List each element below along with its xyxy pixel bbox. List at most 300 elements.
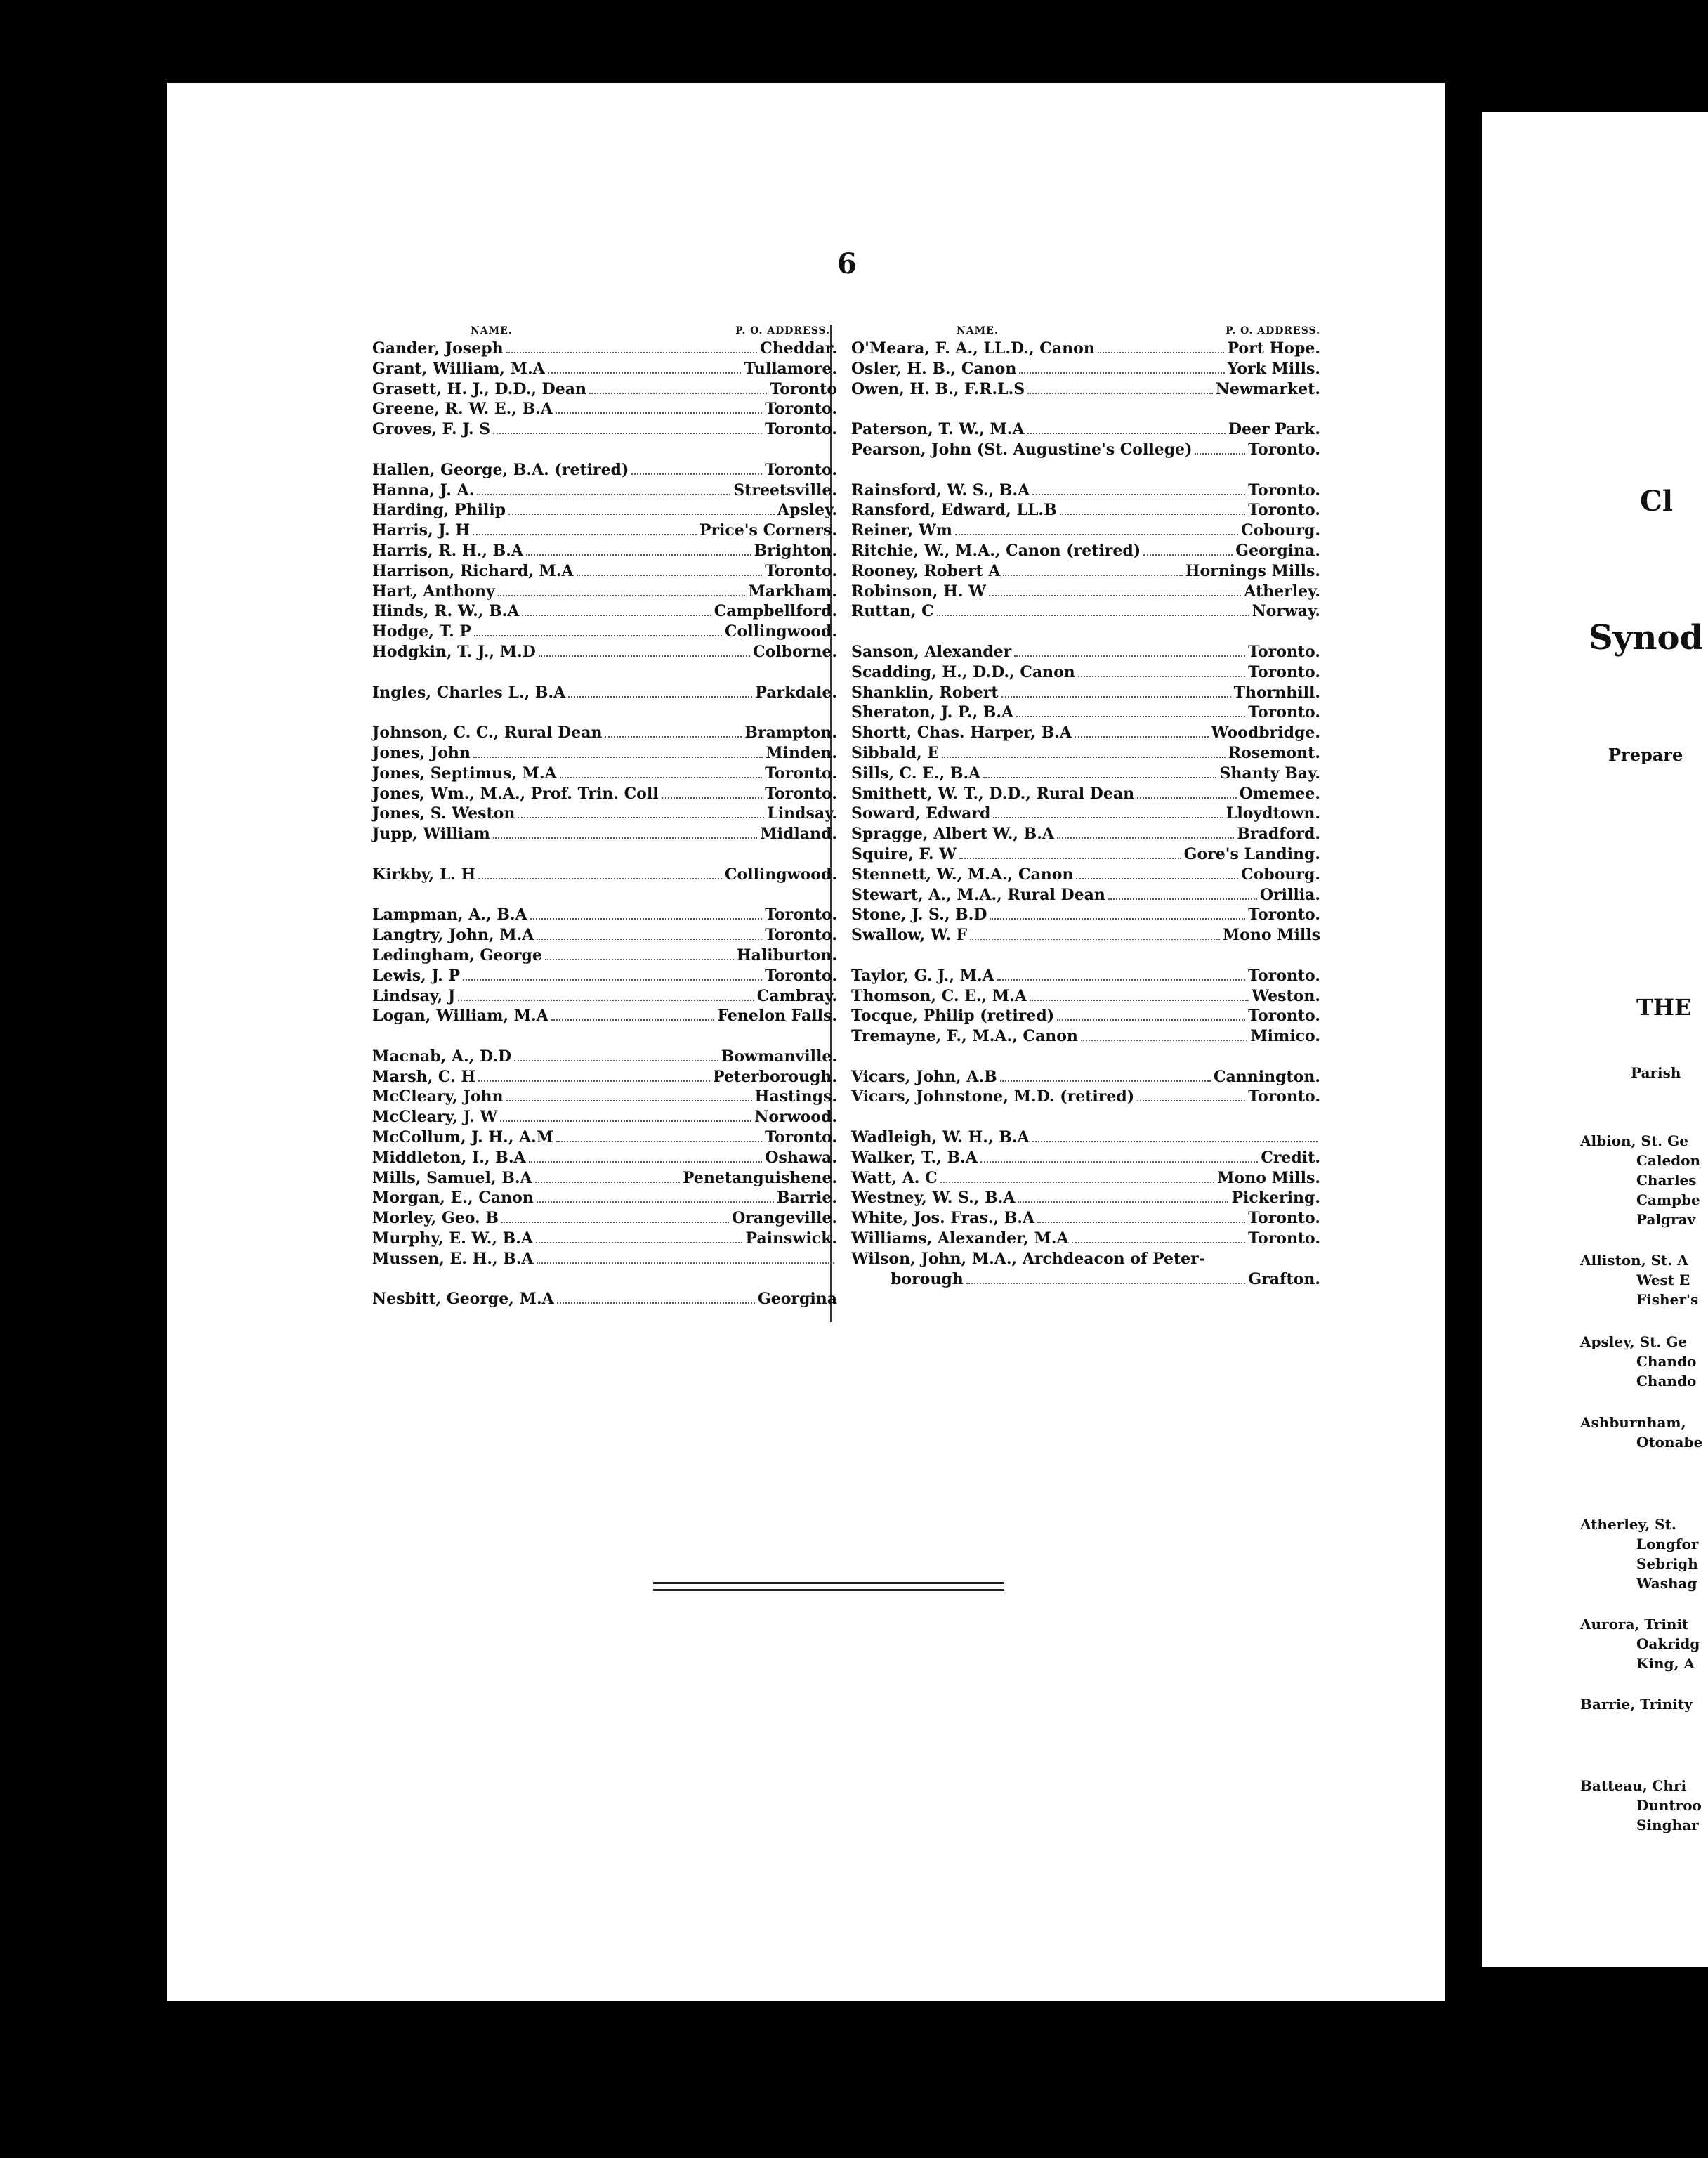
post-office-address: York Mills. <box>1227 359 1320 378</box>
facing-page-fragment: Ashburnham, <box>1580 1414 1686 1431</box>
leader-dots <box>993 817 1223 818</box>
leader-dots <box>1001 696 1231 698</box>
leader-dots <box>518 817 764 818</box>
post-office-address: Mono Mills. <box>1217 1168 1320 1187</box>
clergy-name: Hodge, T. P <box>372 622 471 641</box>
leader-dots <box>493 837 757 839</box>
clergy-name: Hodgkin, T. J., M.D <box>372 642 536 661</box>
clergy-name: Vicars, John, A.B <box>851 1067 997 1086</box>
clergy-name: Thomson, C. E., M.A <box>851 986 1027 1005</box>
facing-page-fragment: Chando <box>1636 1373 1697 1389</box>
facing-page-fragment: Campbe <box>1636 1191 1700 1208</box>
post-office-address: Credit. <box>1261 1148 1320 1167</box>
leader-dots <box>997 979 1245 981</box>
section-gap <box>851 946 1320 966</box>
section-gap <box>372 885 837 905</box>
clergy-entry <box>851 683 1320 703</box>
clergy-entry <box>372 622 837 642</box>
leader-dots <box>1057 837 1234 839</box>
clergy-entry <box>851 480 1320 501</box>
clergy-name: Vicars, Johnstone, M.D. (retired) <box>851 1087 1135 1106</box>
clergy-entry <box>372 824 837 844</box>
clergy-entry <box>372 1047 837 1067</box>
post-office-address: Peterborough. <box>712 1067 837 1086</box>
leader-dots <box>478 878 722 879</box>
clergy-entry <box>372 1148 837 1168</box>
leader-dots <box>966 1283 1246 1284</box>
clergy-entry <box>372 1087 837 1107</box>
clergy-name: Paterson, T. W., M.A <box>851 420 1025 439</box>
leader-dots <box>530 918 763 920</box>
leader-dots <box>551 1019 715 1021</box>
post-office-address: Campbellford. <box>714 602 837 621</box>
section-gap <box>372 1269 837 1290</box>
post-office-address: Weston. <box>1252 986 1320 1005</box>
clergy-entry <box>372 865 837 885</box>
post-office-address: Deer Park. <box>1228 420 1320 439</box>
clergy-entry <box>372 582 837 602</box>
facing-page-fragment: Caledon <box>1636 1152 1701 1169</box>
leader-dots <box>556 412 762 414</box>
clergy-entry <box>851 1087 1320 1107</box>
leader-dots <box>989 595 1241 596</box>
leader-dots <box>501 1222 729 1223</box>
clergy-name: Ingles, Charles L., B.A <box>372 683 566 702</box>
clergy-name: Sills, C. E., B.A <box>851 764 981 783</box>
post-office-address: Fenelon Falls. <box>717 1007 837 1026</box>
clergy-entry <box>372 946 837 966</box>
post-office-address: Pickering. <box>1231 1189 1320 1208</box>
clergy-name: Ransford, Edward, LL.B <box>851 501 1057 520</box>
post-office-address: Minden. <box>766 743 837 762</box>
clergy-entry <box>851 986 1320 1007</box>
leader-dots <box>1030 1000 1249 1001</box>
section-gap <box>851 1047 1320 1067</box>
clergy-name: Stone, J. S., B.D <box>851 905 987 924</box>
post-office-address: Hornings Mills. <box>1185 561 1320 580</box>
facing-page-fragment: Palgrav <box>1636 1211 1696 1228</box>
clergy-name: Grasett, H. J., D.D., Dean <box>372 379 586 398</box>
post-office-address: Shanty Bay. <box>1219 764 1320 783</box>
post-office-address: Lloydtown. <box>1226 804 1320 823</box>
facing-page-fragment: Parish <box>1631 1064 1681 1081</box>
leader-dots <box>522 615 711 616</box>
leader-dots <box>983 777 1216 778</box>
header-address: P. O. ADDRESS. <box>1226 325 1320 336</box>
clergy-name: Ruttan, C <box>851 602 934 621</box>
clergy-entry <box>372 743 837 764</box>
clergy-name: McCollum, J. H., A.M <box>372 1128 554 1147</box>
clergy-entry <box>372 723 837 743</box>
section-gap <box>851 1107 1320 1127</box>
clergy-name: Robinson, H. W <box>851 582 986 601</box>
column-header <box>851 323 1320 339</box>
post-office-address: Toronto. <box>1248 1087 1320 1106</box>
clergy-entry <box>372 359 837 379</box>
clergy-entry <box>372 1168 837 1189</box>
post-office-address: Toronto. <box>765 561 837 580</box>
clergy-entry <box>372 601 837 622</box>
clergy-name: Taylor, G. J., M.A <box>851 966 994 985</box>
leader-dots <box>1003 575 1182 576</box>
clergy-name: Sanson, Alexander <box>851 642 1012 661</box>
post-office-address: Oshawa. <box>765 1148 837 1167</box>
leader-dots <box>529 1161 763 1163</box>
right-column <box>851 323 1320 1289</box>
leader-dots <box>1027 433 1226 434</box>
leader-dots <box>589 393 767 394</box>
clergy-entry <box>851 1229 1320 1249</box>
clergy-name: Hinds, R. W., B.A <box>372 602 520 621</box>
clergy-name: Macnab, A., D.D <box>372 1047 512 1066</box>
post-office-address: Cheddar. <box>760 339 837 358</box>
leader-dots <box>537 1201 774 1203</box>
clergy-entry <box>372 379 837 400</box>
leader-dots <box>498 595 746 596</box>
clergy-name: Squire, F. W <box>851 844 957 863</box>
leader-dots <box>1037 1222 1245 1223</box>
section-gap <box>372 662 837 683</box>
clergy-name: Marsh, C. H <box>372 1067 476 1086</box>
clergy-entry <box>851 440 1320 460</box>
leader-dots <box>959 858 1181 859</box>
post-office-address: Collingwood. <box>725 865 837 884</box>
header-name: NAME. <box>471 325 513 336</box>
leader-dots <box>1027 393 1213 394</box>
facing-page-fragment: Washag <box>1636 1575 1697 1592</box>
clergy-entry <box>851 541 1320 561</box>
post-office-address: Markham. <box>748 582 837 601</box>
double-rule-top <box>653 1582 1004 1584</box>
double-rule-bottom <box>653 1589 1004 1591</box>
post-office-address: Norway. <box>1252 602 1320 621</box>
post-office-address: Brighton. <box>754 541 837 560</box>
leader-dots <box>662 797 763 799</box>
post-office-address: Colborne. <box>753 642 837 661</box>
post-office-address: Toronto. <box>765 764 837 783</box>
facing-page-fragment: Otonabe <box>1636 1434 1703 1451</box>
clergy-entry <box>851 764 1320 784</box>
leader-dots <box>557 1302 755 1304</box>
clergy-entry <box>372 419 837 440</box>
leader-dots <box>1072 1242 1246 1243</box>
facing-page-fragment: Longfor <box>1636 1536 1699 1552</box>
clergy-entry <box>851 844 1320 865</box>
leader-dots <box>1078 676 1245 677</box>
clergy-name: Jupp, William <box>372 825 490 844</box>
facing-page-fragment: Albion, St. Ge <box>1580 1132 1688 1149</box>
clergy-entry <box>372 986 837 1007</box>
leader-dots <box>1075 736 1209 738</box>
post-office-address: Thornhill. <box>1233 683 1320 702</box>
clergy-entry <box>372 804 837 824</box>
clergy-name: Swallow, W. F <box>851 926 968 945</box>
post-office-address: Lindsay. <box>767 804 837 823</box>
post-office-address: Mono Mills <box>1222 926 1320 945</box>
post-office-address: Toronto. <box>1248 1229 1320 1248</box>
facing-page-fragment: West E <box>1636 1271 1690 1288</box>
clergy-name: Middleton, I., B.A <box>372 1148 526 1167</box>
leader-dots <box>514 1060 718 1061</box>
clergy-entry <box>851 1269 1320 1290</box>
header-address: P. O. ADDRESS. <box>735 325 830 336</box>
clergy-name: Harrison, Richard, M.A <box>372 561 574 580</box>
clergy-entry <box>851 1249 1320 1269</box>
post-office-address: Norwood. <box>754 1108 837 1127</box>
post-office-address: Toronto <box>770 379 837 398</box>
post-office-address: Gore's Landing. <box>1183 844 1320 863</box>
clergy-entry <box>372 925 837 946</box>
post-office-address: Collingwood. <box>725 622 837 641</box>
leader-dots <box>1060 514 1245 515</box>
post-office-address: Toronto. <box>765 400 837 419</box>
leader-dots <box>1000 1080 1211 1082</box>
right-page <box>1482 112 1708 1967</box>
clergy-entry <box>851 1208 1320 1229</box>
clergy-name: Morley, Geo. B <box>372 1209 499 1228</box>
leader-dots <box>940 1182 1215 1183</box>
clergy-entry <box>851 925 1320 946</box>
leader-dots <box>990 918 1245 920</box>
facing-page-fragment: Fisher's <box>1636 1291 1699 1308</box>
clergy-entry <box>851 642 1320 662</box>
right-page-text <box>1482 112 1708 1967</box>
post-office-address: Cobourg. <box>1241 521 1320 540</box>
clergy-entry <box>372 561 837 582</box>
post-office-address: Rosemont. <box>1228 743 1320 762</box>
clergy-entry <box>851 561 1320 582</box>
column-header <box>372 323 837 339</box>
clergy-entry <box>851 500 1320 521</box>
facing-page-fragment: Singhar <box>1636 1817 1699 1833</box>
clergy-entry <box>372 683 837 703</box>
header-name: NAME. <box>957 325 999 336</box>
leader-dots <box>477 494 730 495</box>
facing-page-fragment: Alliston, St. A <box>1580 1252 1688 1269</box>
clergy-name: Jones, Wm., M.A., Prof. Trin. Coll <box>372 784 659 803</box>
leader-dots <box>478 1080 710 1082</box>
leader-dots <box>493 433 762 434</box>
clergy-name: Smithett, W. T., D.D., Rural Dean <box>851 784 1135 803</box>
leader-dots <box>508 514 775 515</box>
clergy-name: Sheraton, J. P., B.A <box>851 703 1014 722</box>
clergy-entry <box>372 1208 837 1229</box>
leader-dots <box>1076 878 1238 879</box>
post-office-address: Cobourg. <box>1241 865 1320 884</box>
clergy-name: McCleary, John <box>372 1087 504 1106</box>
facing-page-fragment: Prepare <box>1608 745 1683 765</box>
post-office-address: Newmarket. <box>1215 379 1320 398</box>
leader-dots <box>463 979 762 981</box>
leader-dots <box>568 696 752 698</box>
post-office-address: Barrie. <box>776 1189 837 1208</box>
clergy-entry <box>372 1229 837 1249</box>
post-office-address: Orangeville. <box>732 1209 837 1228</box>
clergy-entry <box>851 1127 1320 1148</box>
post-office-address: Toronto. <box>1248 703 1320 722</box>
post-office-address: Toronto. <box>1248 642 1320 661</box>
leader-dots <box>537 1262 834 1264</box>
post-office-address: Toronto. <box>1248 480 1320 499</box>
post-office-address: Toronto. <box>1248 1209 1320 1228</box>
clergy-entry <box>851 743 1320 764</box>
clergy-entry <box>851 824 1320 844</box>
left-column <box>372 323 837 1309</box>
leader-dots <box>500 1120 751 1122</box>
post-office-address: Midland. <box>760 825 837 844</box>
leader-dots <box>942 757 1226 758</box>
post-office-address: Painswick. <box>745 1229 837 1248</box>
clergy-name: Ritchie, W., M.A., Canon (retired) <box>851 541 1141 560</box>
clergy-name: O'Meara, F. A., LL.D., Canon <box>851 339 1095 358</box>
facing-page-fragment: Sebrigh <box>1636 1555 1698 1572</box>
leader-dots <box>560 777 762 778</box>
clergy-entry <box>372 339 837 359</box>
post-office-address: Haliburton. <box>736 946 837 964</box>
post-office-address: Toronto. <box>765 966 837 985</box>
clergy-name: Hart, Anthony <box>372 582 495 601</box>
clergy-entry <box>372 521 837 541</box>
facing-page-fragment: Apsley, St. Ge <box>1580 1333 1688 1350</box>
clergy-entry <box>851 662 1320 683</box>
clergy-entry <box>372 1249 837 1269</box>
leader-dots <box>605 736 742 738</box>
clergy-name: Shanklin, Robert <box>851 683 999 702</box>
post-office-address: Toronto. <box>765 905 837 924</box>
clergy-name: Jones, Septimus, M.A <box>372 764 557 783</box>
clergy-name: Greene, R. W. E., B.A <box>372 400 553 419</box>
leader-dots <box>535 1182 680 1183</box>
clergy-name: Lampman, A., B.A <box>372 905 527 924</box>
clergy-list-right <box>851 339 1320 1289</box>
clergy-entry <box>372 399 837 419</box>
clergy-name: Logan, William, M.A <box>372 1007 548 1026</box>
post-office-address: Grafton. <box>1248 1269 1320 1288</box>
post-office-address: Atherley. <box>1244 582 1320 601</box>
leader-dots <box>577 575 762 576</box>
clergy-name: Rainsford, W. S., B.A <box>851 480 1030 499</box>
clergy-name: Jones, S. Weston <box>372 804 515 823</box>
clergy-name: Sibbald, E <box>851 743 940 762</box>
leader-dots <box>1032 1141 1318 1142</box>
clergy-entry <box>851 865 1320 885</box>
clergy-name: McCleary, J. W <box>372 1108 498 1127</box>
clergy-name: Walker, T., B.A <box>851 1148 978 1167</box>
leader-dots <box>458 1000 754 1001</box>
facing-page-fragment: King, A <box>1636 1655 1695 1672</box>
clergy-entry <box>372 500 837 521</box>
leader-dots <box>1057 1019 1245 1021</box>
facing-page-fragment: Barrie, Trinity <box>1580 1696 1693 1713</box>
clergy-entry <box>851 885 1320 905</box>
post-office-address: Georgina <box>757 1290 837 1309</box>
clergy-entry <box>851 1148 1320 1168</box>
clergy-name: Lewis, J. P <box>372 966 461 985</box>
clergy-entry <box>851 966 1320 986</box>
leader-dots <box>1018 1201 1228 1203</box>
leader-dots <box>1137 1100 1245 1101</box>
clergy-name: Pearson, John (St. Augustine's College) <box>851 440 1193 459</box>
post-office-address: Mimico. <box>1250 1027 1320 1046</box>
post-office-address: Orillia. <box>1259 885 1320 904</box>
clergy-entry <box>851 359 1320 379</box>
clergy-name: Nesbitt, George, M.A <box>372 1290 554 1309</box>
leader-dots <box>473 534 697 535</box>
clergy-entry <box>372 1067 837 1087</box>
clergy-name: Scadding, H., D.D., Canon <box>851 662 1075 681</box>
post-office-address: Toronto. <box>765 420 837 439</box>
clergy-name: Morgan, E., Canon <box>372 1189 534 1208</box>
post-office-address: Toronto. <box>765 784 837 803</box>
facing-page-fragment: Synod <box>1589 618 1704 658</box>
post-office-address: Price's Corners. <box>699 521 837 540</box>
clergy-entry <box>372 764 837 784</box>
section-gap <box>851 399 1320 419</box>
leader-dots <box>1143 554 1233 556</box>
leader-dots <box>539 655 750 657</box>
clergy-name: Jones, John <box>372 743 471 762</box>
post-office-address: Toronto. <box>1248 1007 1320 1026</box>
section-gap <box>851 622 1320 642</box>
post-office-address: Streetsville. <box>733 480 837 499</box>
clergy-name: Hanna, J. A. <box>372 480 475 499</box>
clergy-name: Westney, W. S., B.A <box>851 1189 1016 1208</box>
clergy-name: Mussen, E. H., B.A <box>372 1249 534 1268</box>
clergy-entry <box>851 1067 1320 1087</box>
clergy-name: Osler, H. B., Canon <box>851 359 1017 378</box>
leader-dots <box>1098 352 1225 353</box>
clergy-entry <box>851 339 1320 359</box>
clergy-entry <box>372 480 837 501</box>
leader-dots <box>1019 372 1224 374</box>
leader-dots <box>545 959 734 960</box>
section-gap <box>372 702 837 723</box>
clergy-name: Murphy, E. W., B.A <box>372 1229 533 1248</box>
clergy-entry <box>372 784 837 804</box>
post-office-address: Toronto. <box>765 1128 837 1147</box>
post-office-address: Toronto. <box>1248 905 1320 924</box>
section-gap <box>372 440 837 460</box>
clergy-entry <box>851 419 1320 440</box>
clergy-entry <box>372 1107 837 1127</box>
clergy-name: Harris, J. H <box>372 521 471 540</box>
leader-dots <box>537 939 762 940</box>
clergy-name: borough <box>891 1269 964 1288</box>
leader-dots <box>1137 797 1237 799</box>
facing-page-fragment: Chando <box>1636 1353 1697 1370</box>
clergy-name: Langtry, John, M.A <box>372 926 534 945</box>
leader-dots <box>506 1100 752 1101</box>
clergy-name: Gander, Joseph <box>372 339 504 358</box>
leader-dots <box>526 554 751 556</box>
clergy-name: Williams, Alexander, M.A <box>851 1229 1069 1248</box>
leader-dots <box>937 615 1249 616</box>
leader-dots <box>1032 494 1245 495</box>
clergy-name: Grant, William, M.A <box>372 359 545 378</box>
post-office-address: Parkdale. <box>755 683 837 702</box>
post-office-address: Georgina. <box>1235 541 1320 560</box>
clergy-entry <box>372 1188 837 1208</box>
clergy-name: Mills, Samuel, B.A <box>372 1168 532 1187</box>
post-office-address: Omemee. <box>1239 784 1320 803</box>
clergy-entry <box>851 601 1320 622</box>
clergy-name: Spragge, Albert W., B.A <box>851 825 1054 844</box>
post-office-address: Tullamore. <box>744 359 837 378</box>
clergy-name: Shortt, Chas. Harper, B.A <box>851 724 1072 743</box>
leader-dots <box>1195 453 1245 455</box>
facing-page-fragment: Cl <box>1640 485 1674 518</box>
clergy-name: Soward, Edward <box>851 804 991 823</box>
